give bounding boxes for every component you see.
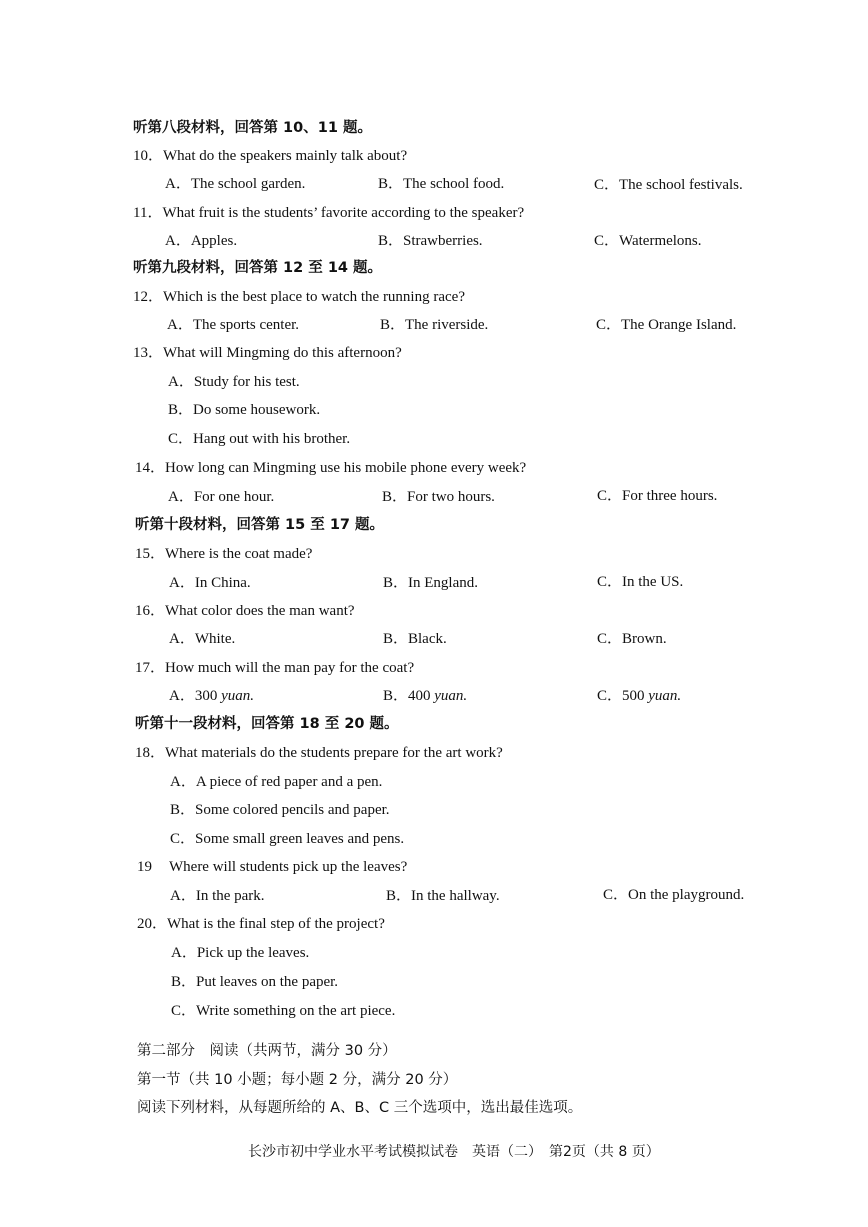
option-12-a: A．The sports center. [167, 317, 300, 333]
option-16-a: A．White. [169, 631, 236, 647]
option-14-a: A．For one hour. [168, 489, 275, 505]
question-number: 20． [137, 916, 168, 932]
option-15-b: B．In England. [383, 575, 478, 591]
question-15 [135, 544, 312, 564]
question-number: 13． [133, 345, 164, 361]
question-13 [133, 343, 402, 363]
question-number: 17． [135, 660, 166, 676]
question-number: 16． [135, 603, 166, 619]
question-16 [135, 601, 355, 621]
option-19-b: B．In the hallway. [386, 888, 500, 904]
question-text: Which is the best place to watch the running race? [163, 289, 465, 305]
option-10-b: B．The school food. [378, 176, 505, 192]
question-text: What do the speakers mainly talk about? [163, 148, 408, 164]
option-18-c: C．Some small green leaves and pens. [170, 831, 405, 847]
option-13-a: A．Study for his test. [168, 374, 300, 390]
option-amount: 400 [408, 688, 431, 704]
option-20-a: A．Pick up the leaves. [171, 945, 310, 961]
question-number: 14． [135, 460, 166, 476]
question-text: Where will students pick up the leaves? [169, 859, 408, 875]
question-text: What color does the man want? [165, 603, 355, 619]
option-label: C． [597, 688, 623, 704]
option-unit: yuan. [434, 688, 468, 704]
option-18-a: A．A piece of red paper and a pen. [170, 774, 383, 790]
section-heading-11: 听第十一段材料，回答第 18 至 20 题。 [135, 716, 399, 732]
question-text: Where is the coat made? [165, 546, 313, 562]
question-number: 18． [135, 745, 166, 761]
question-number: 15． [135, 546, 166, 562]
option-14-b: B．For two hours. [382, 489, 495, 505]
question-number: 12． [133, 289, 164, 305]
option-20-b: B．Put leaves on the paper. [171, 974, 339, 990]
option-12-c: C．The Orange Island. [596, 317, 737, 333]
reading-instruction: 阅读下列材料，从每题所给的 A、B、C 三个选项中，选出最佳选项。 [137, 1100, 583, 1116]
option-19-c: C．On the playground. [603, 887, 745, 903]
option-11-a: A．Apples. [165, 233, 238, 249]
question-12 [133, 287, 465, 307]
question-14 [135, 458, 526, 478]
option-15-c: C．In the US. [597, 574, 684, 590]
option-19-a: A．In the park. [170, 888, 265, 904]
part-two-title: 第二部分 阅读（共两节，满分 30 分） [137, 1043, 397, 1059]
option-label: B． [383, 688, 409, 704]
option-16-c: C．Brown. [597, 631, 667, 647]
option-17-c [597, 686, 681, 706]
question-number: 11． [133, 205, 163, 221]
question-11 [133, 203, 524, 223]
option-amount: 500 [622, 688, 645, 704]
question-17 [135, 658, 414, 678]
option-13-b: B．Do some housework. [168, 402, 321, 418]
question-18 [135, 743, 503, 763]
option-11-c: C．Watermelons. [594, 233, 702, 249]
section-heading-10: 听第十段材料，回答第 15 至 17 题。 [135, 517, 385, 533]
question-text: How much will the man pay for the coat? [165, 660, 415, 676]
page-footer: 长沙市初中学业水平考试模拟试卷 英语（二） 第2页（共 8 页） [248, 1144, 660, 1160]
section-heading-8: 听第八段材料，回答第 10、11 题。 [133, 120, 372, 136]
option-12-b: B．The riverside. [380, 317, 489, 333]
option-17-a [169, 686, 254, 706]
question-text: What materials do the students prepare for the art work? [165, 745, 503, 761]
question-text: What fruit is the students’ favorite according to the speaker? [162, 205, 525, 221]
option-13-c: C．Hang out with his brother. [168, 431, 351, 447]
option-10-c: C．The school festivals. [594, 177, 743, 193]
question-number: 10． [133, 148, 164, 164]
option-amount: 300 [194, 688, 218, 704]
option-15-a: A．In China. [169, 575, 251, 591]
question-20 [137, 914, 385, 934]
question-10 [133, 146, 407, 166]
section-one-title: 第一节（共 10 小题；每小题 2 分，满分 20 分） [137, 1072, 458, 1088]
option-14-c: C．For three hours. [597, 488, 718, 504]
section-heading-9: 听第九段材料，回答第 12 至 14 题。 [133, 260, 383, 276]
option-unit: yuan. [221, 688, 255, 704]
question-text: What is the final step of the project? [167, 916, 385, 932]
question-19 [137, 857, 407, 877]
question-text: How long can Mingming use his mobile phone every week? [165, 460, 527, 476]
option-11-b: B．Strawberries. [378, 233, 483, 249]
question-number: 19 [137, 859, 152, 875]
option-unit: yuan. [648, 688, 682, 704]
option-label: A． [169, 688, 195, 704]
question-text: What will Mingming do this afternoon? [163, 345, 402, 361]
option-16-b: B．Black. [383, 631, 447, 647]
option-20-c: C．Write something on the art piece. [171, 1003, 396, 1019]
option-10-a: A．The school garden. [165, 176, 306, 192]
option-17-b [383, 686, 467, 706]
option-18-b: B．Some colored pencils and paper. [170, 802, 390, 818]
